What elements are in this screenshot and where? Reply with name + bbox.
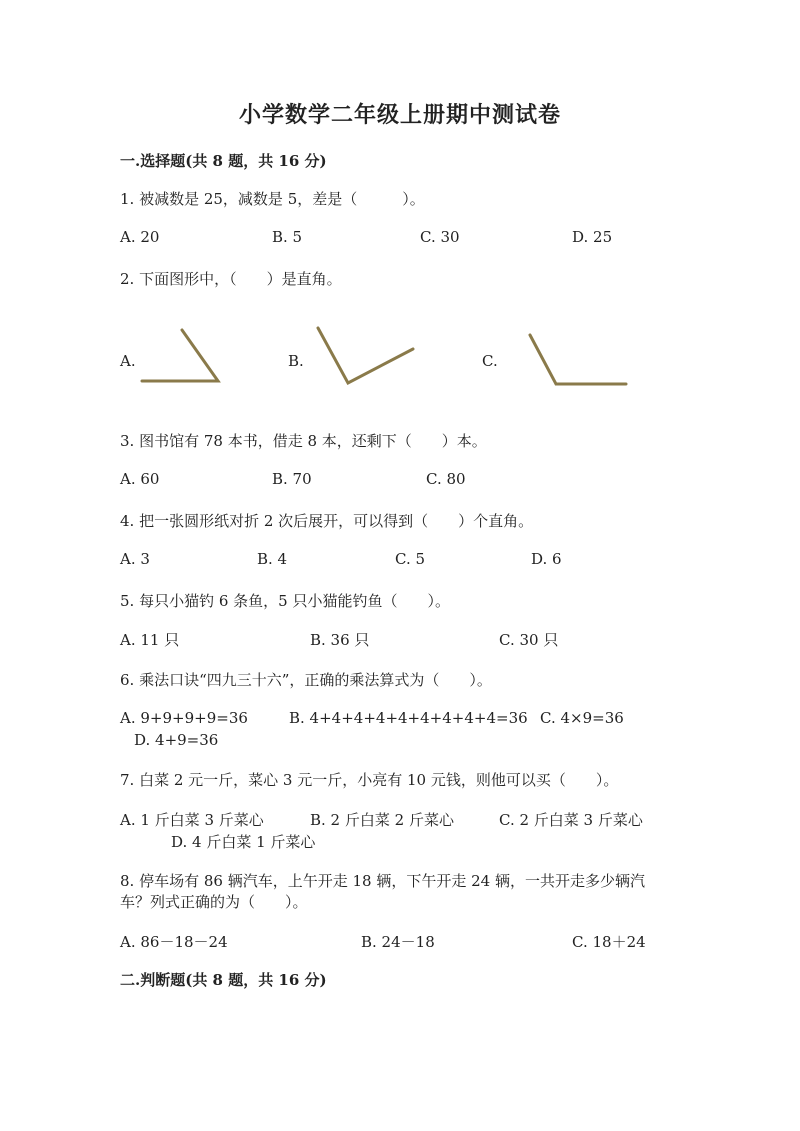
angle-figure-b bbox=[318, 328, 413, 383]
question-6: 6. 乘法口诀“四九三十六”，正确的乘法算式为（ ）。 bbox=[120, 671, 492, 689]
q1-option-a: A. 20 bbox=[120, 228, 160, 246]
q7-option-d: D. 4 斤白菜 1 斤菜心 bbox=[171, 833, 316, 851]
q2-option-c: C. bbox=[482, 352, 498, 370]
angle-figure-a bbox=[142, 330, 218, 381]
q1-option-c: C. 30 bbox=[420, 228, 460, 246]
angle-figure-c bbox=[530, 335, 626, 384]
q6-option-c: C. 4×9=36 bbox=[540, 709, 624, 727]
question-3: 3. 图书馆有 78 本书，借走 8 本，还剩下（ ）本。 bbox=[120, 432, 487, 450]
q4-option-c: C. 5 bbox=[395, 550, 426, 568]
section-heading-judgement: 二.判断题(共 8 题，共 16 分) bbox=[120, 971, 327, 989]
question-8-line-2: 车？列式正确的为（ ）。 bbox=[120, 893, 308, 911]
q8-option-b: B. 24－18 bbox=[361, 933, 435, 951]
q4-option-d: D. 6 bbox=[531, 550, 562, 568]
q4-option-b: B. 4 bbox=[257, 550, 288, 568]
q3-option-b: B. 70 bbox=[272, 470, 312, 488]
q3-option-a: A. 60 bbox=[120, 470, 160, 488]
question-1: 1. 被减数是 25，减数是 5，差是（ ）。 bbox=[120, 190, 425, 208]
q6-option-d: D. 4+9=36 bbox=[134, 731, 219, 749]
q8-option-c: C. 18＋24 bbox=[572, 933, 646, 951]
question-8-line-1: 8. 停车场有 86 辆汽车，上午开走 18 辆，下午开走 24 辆，一共开走多少辆汽 bbox=[120, 872, 645, 890]
q6-option-b: B. 4+4+4+4+4+4+4+4+4=36 bbox=[289, 709, 528, 727]
q5-option-c: C. 30 只 bbox=[499, 631, 559, 649]
q6-option-a: A. 9+9+9+9=36 bbox=[120, 709, 248, 727]
q8-option-a: A. 86－18－24 bbox=[120, 933, 228, 951]
question-7: 7. 白菜 2 元一斤，菜心 3 元一斤，小亮有 10 元钱，则他可以买（ ）。 bbox=[120, 771, 619, 789]
q4-option-a: A. 3 bbox=[120, 550, 150, 568]
q7-option-b: B. 2 斤白菜 2 斤菜心 bbox=[310, 811, 454, 829]
q1-option-d: D. 25 bbox=[572, 228, 613, 246]
q2-option-a: A. bbox=[120, 352, 136, 370]
q7-option-a: A. 1 斤白菜 3 斤菜心 bbox=[120, 811, 264, 829]
question-5: 5. 每只小猫钓 6 条鱼，5 只小猫能钓鱼（ ）。 bbox=[120, 592, 450, 610]
page-title: 小学数学二年级上册期中测试卷 bbox=[238, 102, 561, 128]
q3-option-c: C. 80 bbox=[426, 470, 466, 488]
q5-option-a: A. 11 只 bbox=[120, 631, 180, 649]
q2-option-b: B. bbox=[288, 352, 304, 370]
q5-option-b: B. 36 只 bbox=[310, 631, 370, 649]
section-heading-choice: 一.选择题(共 8 题，共 16 分) bbox=[120, 152, 327, 170]
q7-option-c: C. 2 斤白菜 3 斤菜心 bbox=[499, 811, 643, 829]
question-2: 2. 下面图形中，（ ）是直角。 bbox=[120, 270, 342, 288]
q1-option-b: B. 5 bbox=[272, 228, 303, 246]
question-4: 4. 把一张圆形纸对折 2 次后展开，可以得到（ ）个直角。 bbox=[120, 512, 534, 530]
